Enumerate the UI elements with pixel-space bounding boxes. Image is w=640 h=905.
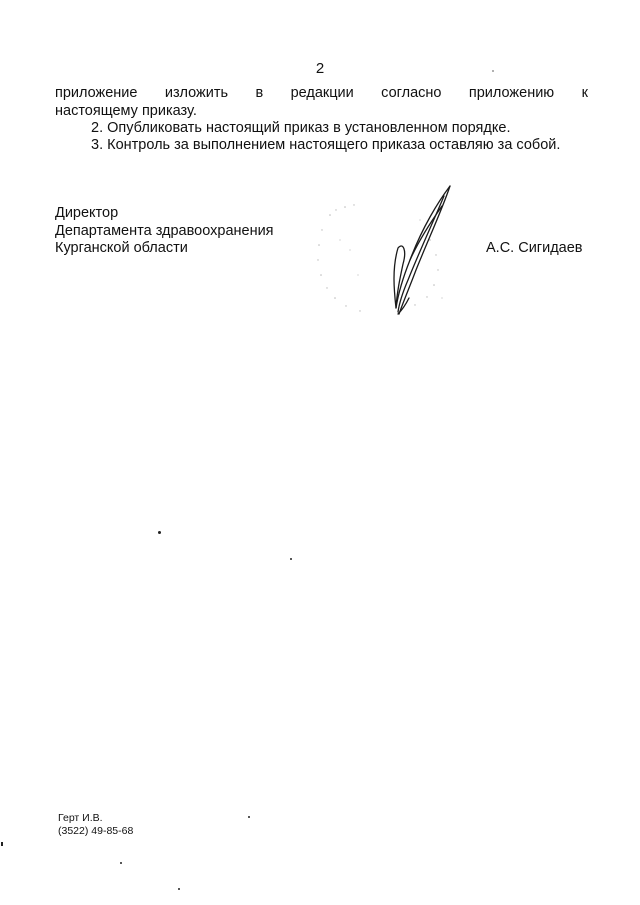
word: редакции xyxy=(290,85,354,101)
faint-stamp-imprint xyxy=(317,204,442,311)
scan-speck xyxy=(120,862,122,864)
word: в xyxy=(255,85,264,101)
word: согласно xyxy=(381,85,442,101)
word: к xyxy=(581,85,588,101)
signatory-position xyxy=(55,205,274,258)
scan-speck xyxy=(158,531,161,534)
scan-speck xyxy=(248,816,250,818)
position-line: Курганской области xyxy=(55,240,188,256)
executor-info xyxy=(58,812,133,838)
signer-name: А.С. Сигидаев xyxy=(486,240,583,256)
position-line: Директор xyxy=(55,205,119,221)
paragraph-1-line-2: настоящему приказу. xyxy=(55,103,197,119)
scan-speck xyxy=(178,888,180,890)
item-2: 2. Опубликовать настоящий приказ в установленном порядке. xyxy=(91,120,511,136)
word: приложению xyxy=(468,85,555,101)
position-line: Департамента здравоохранения xyxy=(55,222,274,239)
paragraph-1-line-1 xyxy=(55,84,588,102)
word: приложение xyxy=(55,85,138,101)
item-3: 3. Контроль за выполнением настоящего приказа оставляю за собой. xyxy=(91,137,561,153)
word: изложить xyxy=(164,85,229,101)
handwritten-signature xyxy=(310,180,460,330)
page-number: 2 xyxy=(315,60,325,77)
executor-name: Герт И.В. xyxy=(58,812,103,824)
scan-speck xyxy=(492,70,494,72)
executor-phone: (3522) 49-85-68 xyxy=(58,825,134,837)
scan-speck xyxy=(290,558,292,560)
scan-speck xyxy=(1,842,3,846)
